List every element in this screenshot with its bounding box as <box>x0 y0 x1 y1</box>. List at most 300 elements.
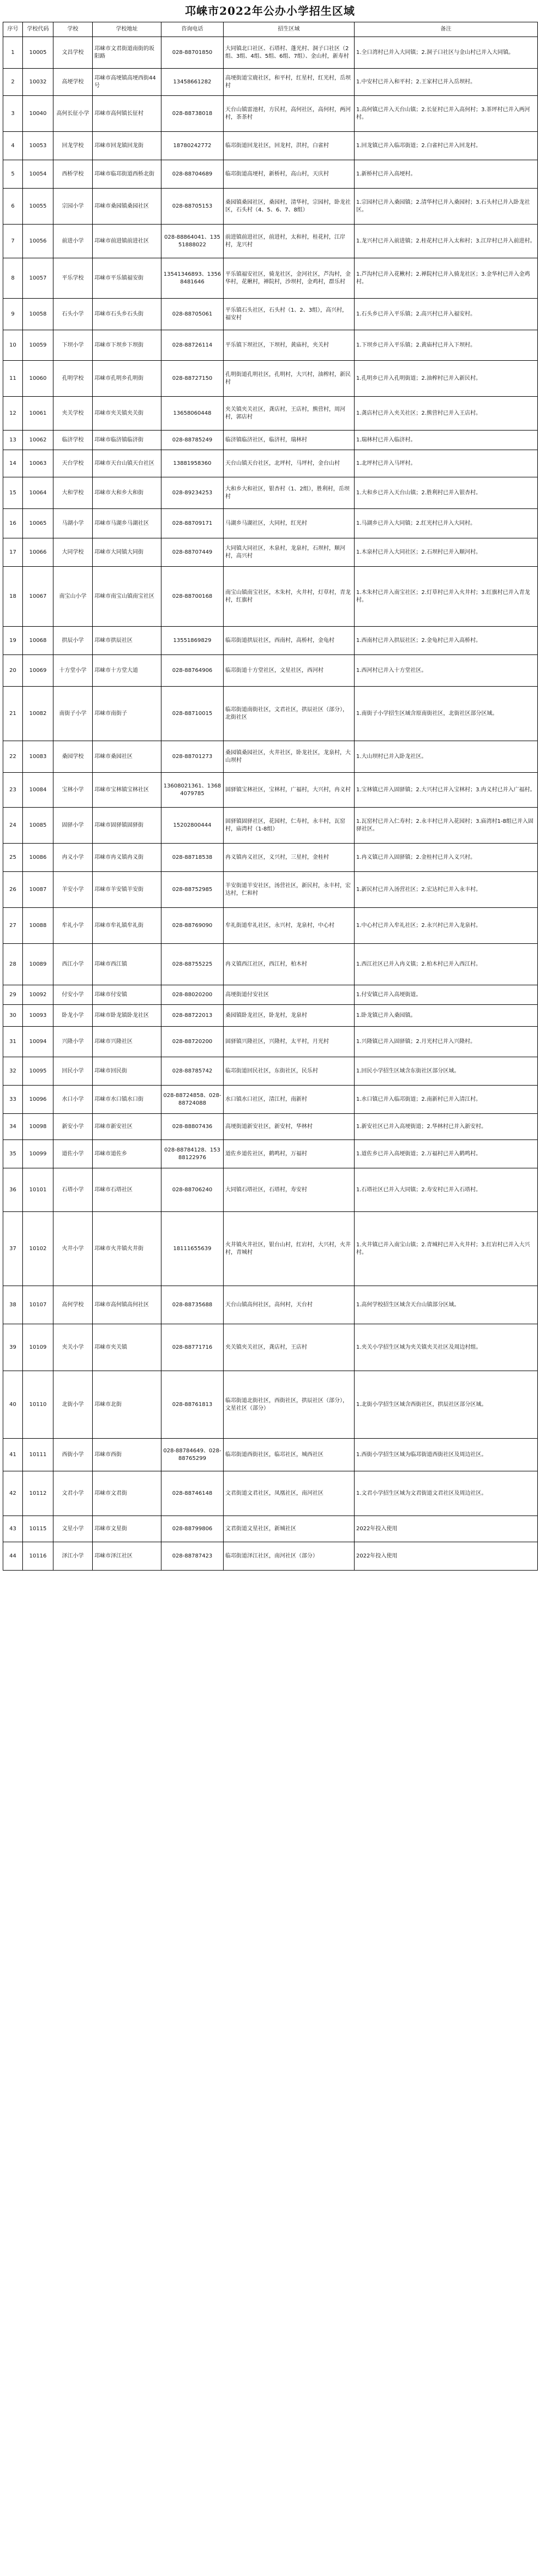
cell-address: 邛崃市平乐镇福安街 <box>93 258 161 299</box>
cell-note: 2022年投入使用 <box>355 1542 538 1571</box>
cell-area: 南宝山镇南宝社区，木朱村，火井村，灯草村，青龙村，红旗村 <box>224 567 355 627</box>
cell-code: 10098 <box>23 1114 53 1140</box>
cell-phone: 028-88784649、028-88765299 <box>161 1439 224 1471</box>
cell-code: 10005 <box>23 37 53 69</box>
cell-no: 35 <box>3 1140 23 1168</box>
cell-school: 孔明学校 <box>53 361 93 397</box>
cell-phone: 028-88701850 <box>161 37 224 69</box>
cell-no: 21 <box>3 687 23 741</box>
cell-school: 南宝山小学 <box>53 567 93 627</box>
cell-code: 10085 <box>23 808 53 844</box>
table-row <box>3 258 538 299</box>
cell-school: 夹关学校 <box>53 397 93 431</box>
cell-address: 邛崃市文君街 <box>93 1471 161 1516</box>
cell-note: 1.高何学校招生区域含天台山镇部分区域。 <box>355 1286 538 1324</box>
cell-address: 邛崃市回龙镇回龙街 <box>93 132 161 160</box>
cell-no: 5 <box>3 160 23 189</box>
cell-code: 10089 <box>23 944 53 985</box>
cell-no: 1 <box>3 37 23 69</box>
cell-note: 1.瓦窑村已并入仁寿村；2.永丰村已并入花园村；3.庙湾村1-8组已并入固驿社区。 <box>355 808 538 844</box>
cell-area: 火井镇火井社区，银台山村，红岩村，大兴村，火井村，青城村 <box>224 1212 355 1286</box>
cell-area: 天台山镇雷池村，方民村，高何社区，高何村，两河村，茶茶村 <box>224 96 355 132</box>
cell-address: 邛崃市夹关镇 <box>93 1324 161 1371</box>
cell-code: 10083 <box>23 741 53 773</box>
cell-school: 石头小学 <box>53 299 93 330</box>
cell-code: 10112 <box>23 1471 53 1516</box>
cell-code: 10095 <box>23 1057 53 1086</box>
table-row <box>3 509 538 538</box>
cell-phone: 028-88738018 <box>161 96 224 132</box>
cell-area: 大同镇大同社区，木泉村，龙泉村，石坝村，顺河村，高兴村 <box>224 538 355 567</box>
header-no: 序号 <box>3 22 23 37</box>
cell-code: 10101 <box>23 1168 53 1212</box>
cell-area: 高埂街道新安社区，新安村，华林村 <box>224 1114 355 1140</box>
cell-no: 6 <box>3 189 23 225</box>
header-note: 备注 <box>355 22 538 37</box>
cell-note: 1.孔明乡已并入孔明街道；2.油榨村已并入新民村。 <box>355 361 538 397</box>
cell-phone: 028-88705061 <box>161 299 224 330</box>
cell-note: 1.卧龙镇已并入桑园镇。 <box>355 1005 538 1027</box>
cell-note: 1.回龙镇已并入临邛街道；2.白雀村已并入回龙村。 <box>355 132 538 160</box>
cell-phone: 028-88764906 <box>161 655 224 687</box>
table-row <box>3 1168 538 1212</box>
cell-area: 桑园镇桑园社区，火井社区，卧龙社区，龙泉村，大山坝村 <box>224 741 355 773</box>
cell-phone: 028-88704689 <box>161 160 224 189</box>
cell-note: 1.石头乡已并入平乐镇；2.高兴村已并入福安村。 <box>355 299 538 330</box>
cell-address: 邛崃市孔明乡孔明街 <box>93 361 161 397</box>
cell-area: 文君街道文君社区，凤凰社区，南河社区 <box>224 1471 355 1516</box>
cell-area: 天台山镇高何社区，高何村，天台村 <box>224 1286 355 1324</box>
cell-code: 10065 <box>23 509 53 538</box>
cell-address: 邛崃市前进镇前进社区 <box>93 225 161 258</box>
cell-phone: 028-88722013 <box>161 1005 224 1027</box>
cell-school: 高何长征小学 <box>53 96 93 132</box>
table-row <box>3 96 538 132</box>
cell-code: 10086 <box>23 844 53 872</box>
cell-no: 43 <box>3 1516 23 1542</box>
cell-no: 2 <box>3 69 23 96</box>
cell-code: 10055 <box>23 189 53 225</box>
cell-no: 44 <box>3 1542 23 1571</box>
cell-no: 18 <box>3 567 23 627</box>
cell-no: 7 <box>3 225 23 258</box>
cell-school: 西街小学 <box>53 1439 93 1471</box>
cell-area: 临邛街道回龙社区，回龙村，洪村，白雀村 <box>224 132 355 160</box>
cell-address: 邛崃市高何镇长征村 <box>93 96 161 132</box>
table-row <box>3 808 538 844</box>
cell-address: 邛崃市道佐乡 <box>93 1140 161 1168</box>
cell-area: 固驿镇固驿社区，花园村，仁寿村，永丰村，瓦窑村，庙湾村（1-8组） <box>224 808 355 844</box>
cell-school: 宗园小学 <box>53 189 93 225</box>
cell-note: 1.付安镇已并入高埂街道。 <box>355 985 538 1005</box>
cell-note: 1.高何镇已并入天台山镇；2.长征村已并入高何村；3.茶坪村已并入两河村。 <box>355 96 538 132</box>
cell-note: 1.西南村已并入拱辰社区；2.金龟村已并入高桥村。 <box>355 627 538 655</box>
cell-note: 1.文君小学招生区域为文君街道文君社区及周边社区。 <box>355 1471 538 1516</box>
table-row <box>3 1212 538 1286</box>
cell-no: 30 <box>3 1005 23 1027</box>
cell-note: 1.北坪村已并入马坪村。 <box>355 450 538 477</box>
cell-area: 临邛街道高埂村，新桥村，高山村，天庆村 <box>224 160 355 189</box>
cell-no: 34 <box>3 1114 23 1140</box>
cell-no: 29 <box>3 985 23 1005</box>
cell-note: 1.西河村已并入十方堂社区。 <box>355 655 538 687</box>
cell-address: 邛崃市北街 <box>93 1371 161 1439</box>
table-row <box>3 1005 538 1027</box>
cell-phone: 028-88706240 <box>161 1168 224 1212</box>
cell-phone: 028-88720200 <box>161 1027 224 1057</box>
cell-school: 临济学校 <box>53 431 93 450</box>
cell-code: 10109 <box>23 1324 53 1371</box>
cell-phone: 13658060448 <box>161 397 224 431</box>
cell-no: 32 <box>3 1057 23 1086</box>
cell-address: 邛崃市临济镇临济街 <box>93 431 161 450</box>
cell-school: 道佐小学 <box>53 1140 93 1168</box>
cell-phone: 028-88787423 <box>161 1542 224 1571</box>
cell-code: 10111 <box>23 1439 53 1471</box>
cell-phone: 13551869829 <box>161 627 224 655</box>
cell-school: 付安小学 <box>53 985 93 1005</box>
cell-address: 邛崃市大同镇大同街 <box>93 538 161 567</box>
cell-code: 10107 <box>23 1286 53 1324</box>
cell-address: 邛崃市西江镇 <box>93 944 161 985</box>
cell-no: 23 <box>3 773 23 808</box>
cell-note: 1.大山坝村已并入卧龙社区。 <box>355 741 538 773</box>
cell-area: 临邛街道拱辰社区，西南村，高桥村，金龟村 <box>224 627 355 655</box>
cell-school: 固驿小学 <box>53 808 93 844</box>
table-row <box>3 1057 538 1086</box>
cell-area: 固驿镇兴隆社区，兴隆村，太平村，月光村 <box>224 1027 355 1057</box>
cell-school: 天台学校 <box>53 450 93 477</box>
cell-area: 夹关镇夹关社区，龚店村，王店村，熊营村，周河村，郭店村 <box>224 397 355 431</box>
cell-phone: 13458661282 <box>161 69 224 96</box>
cell-address: 邛崃市兴隆社区 <box>93 1027 161 1057</box>
cell-school: 西江小学 <box>53 944 93 985</box>
table-row <box>3 299 538 330</box>
cell-note: 1.龙兴村已并入前进镇；2.桂花村已并入太和村；3.江岸村已并入前进村。 <box>355 225 538 258</box>
cell-address: 邛崃市泽江社区 <box>93 1542 161 1571</box>
cell-phone: 13541346893、13568481646 <box>161 258 224 299</box>
cell-code: 10059 <box>23 330 53 361</box>
cell-school: 兴隆小学 <box>53 1027 93 1057</box>
cell-no: 14 <box>3 450 23 477</box>
cell-no: 20 <box>3 655 23 687</box>
cell-area: 大同镇石塔社区，石塔村，寿安村 <box>224 1168 355 1212</box>
cell-area: 临邛街道十方堂社区，文星社区，西河村 <box>224 655 355 687</box>
cell-no: 25 <box>3 844 23 872</box>
cell-phone: 15202800444 <box>161 808 224 844</box>
cell-address: 邛崃市拱辰社区 <box>93 627 161 655</box>
cell-note: 1.回民小学招生区域含东街社区部分区域。 <box>355 1057 538 1086</box>
cell-phone: 028-88752985 <box>161 872 224 908</box>
table-row <box>3 69 538 96</box>
table-row <box>3 1542 538 1571</box>
cell-area: 高埂街道付安社区 <box>224 985 355 1005</box>
cell-no: 4 <box>3 132 23 160</box>
cell-note: 1.龚店村已并入夹关社区；2.熊营村已并入王店村。 <box>355 397 538 431</box>
cell-area: 临邛街道泽江社区，南河社区（部分） <box>224 1542 355 1571</box>
cell-area: 文君街道文星社区，新城社区 <box>224 1516 355 1542</box>
cell-phone: 13881958360 <box>161 450 224 477</box>
cell-note: 1.石塔社区已并入大同镇；2.寿安村已并入石塔村。 <box>355 1168 538 1212</box>
cell-address: 邛崃市天台山镇天台社区 <box>93 450 161 477</box>
cell-area: 孔明街道孔明社区，孔明村，大兴村，油榨村，新民村 <box>224 361 355 397</box>
cell-no: 16 <box>3 509 23 538</box>
cell-code: 10066 <box>23 538 53 567</box>
cell-note: 2022年投入使用 <box>355 1516 538 1542</box>
cell-code: 10099 <box>23 1140 53 1168</box>
cell-no: 12 <box>3 397 23 431</box>
cell-phone: 028-88799806 <box>161 1516 224 1542</box>
cell-school: 马湖小学 <box>53 509 93 538</box>
cell-note: 1.马湖乡已并入大同镇；2.红光村已并入大同村。 <box>355 509 538 538</box>
header-phone: 咨询电话 <box>161 22 224 37</box>
table-row <box>3 1114 538 1140</box>
cell-school: 南街子小学 <box>53 687 93 741</box>
cell-area: 临济镇临济社区，临济村，瑞林村 <box>224 431 355 450</box>
cell-school: 拱辰小学 <box>53 627 93 655</box>
table-row <box>3 944 538 985</box>
table-row <box>3 567 538 627</box>
cell-code: 10056 <box>23 225 53 258</box>
cell-area: 羊安街道羊安社区，汤营社区，新民村，永丰村，宏达村，仁和村 <box>224 872 355 908</box>
table-row <box>3 872 538 908</box>
cell-code: 10054 <box>23 160 53 189</box>
cell-address: 邛崃市下坝乡下坝街 <box>93 330 161 361</box>
cell-note: 1.瑞林村已并入临济村。 <box>355 431 538 450</box>
cell-phone: 028-88724858、028-88724088 <box>161 1086 224 1114</box>
cell-no: 27 <box>3 908 23 944</box>
cell-area: 临邛街道南街社区，文君社区，拱辰社区（部分），北街社区 <box>224 687 355 741</box>
cell-no: 26 <box>3 872 23 908</box>
cell-address: 邛崃市石塔社区 <box>93 1168 161 1212</box>
cell-phone: 028-88769090 <box>161 908 224 944</box>
cell-note: 1.全口湾村已并入大同镇；2.洞子口社区与金山村已并入大同镇。 <box>355 37 538 69</box>
cell-note: 1.木泉村已并入大同社区；2.石坝村已并入顺河村。 <box>355 538 538 567</box>
cell-address: 邛崃市宝林镇宝林社区 <box>93 773 161 808</box>
cell-school: 水口小学 <box>53 1086 93 1114</box>
cell-phone: 028-88807436 <box>161 1114 224 1140</box>
cell-no: 31 <box>3 1027 23 1057</box>
cell-phone: 028-88746148 <box>161 1471 224 1516</box>
cell-school: 石塔小学 <box>53 1168 93 1212</box>
table-row <box>3 741 538 773</box>
cell-note: 1.宗园村已并入桑园镇；2.清华村已并入桑园村；3.石头村已并入卧龙社区。 <box>355 189 538 225</box>
cell-address: 邛崃市水口镇水口街 <box>93 1086 161 1114</box>
cell-area: 大同镇北口社区、石塔村、蓬光村、洞子口社区（2组、3组、4组、5组、6组、7组）、金山村，新寿村 <box>224 37 355 69</box>
cell-address: 邛崃市桑园社区 <box>93 741 161 773</box>
cell-phone: 18780242772 <box>161 132 224 160</box>
cell-note: 1.新桥村已并入高埂村。 <box>355 160 538 189</box>
cell-note: 1.宝林镇已并入固驿镇；2.大兴村已并入宝林村；3.冉义村已并入广福村。 <box>355 773 538 808</box>
cell-address: 邛崃市高埂镇高埂西街44号 <box>93 69 161 96</box>
cell-area: 大和乡大和社区，银杏村（1、2组），胜利村，岳坝村 <box>224 477 355 509</box>
cell-school: 北街小学 <box>53 1371 93 1439</box>
cell-phone: 028-88864041、13551888022 <box>161 225 224 258</box>
cell-note: 1.水口镇已并入临邛街道；2.南新村已并入清江村。 <box>355 1086 538 1114</box>
table-header-row <box>3 22 538 37</box>
table-row <box>3 160 538 189</box>
cell-note: 1.新民村已并入汤营社区；2.宏达村已并入永丰村。 <box>355 872 538 908</box>
cell-code: 10102 <box>23 1212 53 1286</box>
cell-school: 十方堂小学 <box>53 655 93 687</box>
cell-phone: 028-88707449 <box>161 538 224 567</box>
cell-area: 桑园镇卧龙社区，卧龙村，龙泉村 <box>224 1005 355 1027</box>
cell-school: 平乐学校 <box>53 258 93 299</box>
cell-area: 临邛街道西街社区，临邛社区，城西社区 <box>224 1439 355 1471</box>
cell-phone: 028-88785742 <box>161 1057 224 1086</box>
table-row <box>3 908 538 944</box>
cell-phone: 028-88771716 <box>161 1324 224 1371</box>
cell-no: 33 <box>3 1086 23 1114</box>
cell-school: 泽江小学 <box>53 1542 93 1571</box>
cell-note: 1.木朱村已并入南宝社区；2.灯草村已并入火井村；3.红旗村已并入青龙村。 <box>355 567 538 627</box>
cell-school: 牟礼小学 <box>53 908 93 944</box>
cell-address: 邛崃市马湖乡马湖社区 <box>93 509 161 538</box>
cell-school: 文君小学 <box>53 1471 93 1516</box>
table-row <box>3 431 538 450</box>
cell-code: 10064 <box>23 477 53 509</box>
cell-school: 高埂学校 <box>53 69 93 96</box>
table-row <box>3 538 538 567</box>
cell-no: 24 <box>3 808 23 844</box>
cell-code: 10115 <box>23 1516 53 1542</box>
table-row <box>3 1324 538 1371</box>
header-school: 学校 <box>53 22 93 37</box>
cell-area: 冉义镇冉义社区，义兴村，三星村，金桂村 <box>224 844 355 872</box>
cell-note: 1.西江社区已并入冉义镇；2.柏木村已并入西江村。 <box>355 944 538 985</box>
cell-phone: 028-88726114 <box>161 330 224 361</box>
cell-phone: 028-88020200 <box>161 985 224 1005</box>
cell-phone: 18111655639 <box>161 1212 224 1286</box>
cell-phone: 028-88709171 <box>161 509 224 538</box>
table-row <box>3 1286 538 1324</box>
cell-note: 1.大和乡已并入天台山镇；2.胜利村已并入银杏村。 <box>355 477 538 509</box>
cell-address: 邛崃市西街 <box>93 1439 161 1471</box>
cell-school: 火井小学 <box>53 1212 93 1286</box>
cell-school: 夹关小学 <box>53 1324 93 1371</box>
cell-no: 17 <box>3 538 23 567</box>
cell-no: 3 <box>3 96 23 132</box>
cell-note: 1.道佐乡已并入高埂街道；2.万福村已并入鹤鸣村。 <box>355 1140 538 1168</box>
cell-school: 前进小学 <box>53 225 93 258</box>
cell-no: 40 <box>3 1371 23 1439</box>
table-row <box>3 1516 538 1542</box>
table-row <box>3 450 538 477</box>
cell-code: 10069 <box>23 655 53 687</box>
cell-school: 文星小学 <box>53 1516 93 1542</box>
table-row <box>3 1439 538 1471</box>
table-row <box>3 1086 538 1114</box>
cell-phone: 028-88784128、15388122976 <box>161 1140 224 1168</box>
cell-code: 10068 <box>23 627 53 655</box>
cell-code: 10084 <box>23 773 53 808</box>
cell-address: 邛崃市冉义镇冉义街 <box>93 844 161 872</box>
cell-address: 邛崃市高何镇高何社区 <box>93 1286 161 1324</box>
cell-code: 10093 <box>23 1005 53 1027</box>
table-row <box>3 687 538 741</box>
table-row <box>3 844 538 872</box>
cell-no: 11 <box>3 361 23 397</box>
cell-address: 邛崃市桑园镇桑园社区 <box>93 189 161 225</box>
table-row <box>3 773 538 808</box>
cell-no: 9 <box>3 299 23 330</box>
cell-area: 平乐镇下坝社区，下坝村，黄庙村，夹关村 <box>224 330 355 361</box>
cell-area: 桑园镇桑园社区，桑园村，清华村，宗园村，卧龙社区，石头村（4、5、6、7、8组） <box>224 189 355 225</box>
cell-school: 大同学校 <box>53 538 93 567</box>
cell-area: 水口镇水口社区，清江村，南新村 <box>224 1086 355 1114</box>
cell-address: 邛崃市固驿镇固驿街 <box>93 808 161 844</box>
cell-phone: 028-88701273 <box>161 741 224 773</box>
cell-address: 邛崃市临邛街道西桥北街 <box>93 160 161 189</box>
cell-address: 邛崃市羊安镇羊安街 <box>93 872 161 908</box>
cell-note: 1.兴隆镇已并入固驿镇；2.月光村已并入兴隆村。 <box>355 1027 538 1057</box>
cell-address: 邛崃市夹关镇夹关街 <box>93 397 161 431</box>
cell-area: 道佐乡道佐社区，鹤鸣村，万福村 <box>224 1140 355 1168</box>
cell-school: 桑园学校 <box>53 741 93 773</box>
table-row <box>3 37 538 69</box>
header-address: 学校地址 <box>93 22 161 37</box>
enrollment-table <box>3 22 538 1571</box>
table-row <box>3 225 538 258</box>
cell-area: 马湖乡马湖社区，大同村，红光村 <box>224 509 355 538</box>
cell-note: 1.新安社区已并入高埂街道；2.华林村已并入新安村。 <box>355 1114 538 1140</box>
cell-school: 羊安小学 <box>53 872 93 908</box>
cell-phone: 028-89234253 <box>161 477 224 509</box>
cell-note: 1.夹关小学招生区域为夹关镇夹关社区及周边村组。 <box>355 1324 538 1371</box>
cell-note: 1.北街小学招生区域含西街社区，拱辰社区部分区域。 <box>355 1371 538 1439</box>
cell-address: 邛崃市付安镇 <box>93 985 161 1005</box>
cell-area: 夹关镇夹关社区，龚店村，王店村 <box>224 1324 355 1371</box>
cell-no: 38 <box>3 1286 23 1324</box>
cell-school: 高何学校 <box>53 1286 93 1324</box>
document-title: 邛崃市2022年公办小学招生区域 <box>185 4 355 17</box>
cell-code: 10040 <box>23 96 53 132</box>
cell-no: 37 <box>3 1212 23 1286</box>
cell-school: 大和学校 <box>53 477 93 509</box>
cell-address: 邛崃市牟礼镇牟礼街 <box>93 908 161 944</box>
cell-area: 高埂街道宝鹿社区，和平村，红星村，红光村，岳坝村 <box>224 69 355 96</box>
cell-note: 1.冉义镇已并入固驿镇；2.金桂村已并入义兴村。 <box>355 844 538 872</box>
cell-code: 10057 <box>23 258 53 299</box>
cell-address: 邛崃市文君街道南街的坂阳路 <box>93 37 161 69</box>
cell-area: 牟礼街道牟礼社区，永兴村，龙泉村，中心村 <box>224 908 355 944</box>
cell-note: 1.芦沟村已并入花楸村；2.禅院村已并入骑龙社区；3.金华村已并入金鸡村。 <box>355 258 538 299</box>
cell-no: 41 <box>3 1439 23 1471</box>
cell-no: 42 <box>3 1471 23 1516</box>
table-row <box>3 330 538 361</box>
cell-code: 10094 <box>23 1027 53 1057</box>
cell-address: 邛崃市新安社区 <box>93 1114 161 1140</box>
cell-phone: 028-88761813 <box>161 1371 224 1439</box>
cell-phone: 028-88705153 <box>161 189 224 225</box>
cell-no: 8 <box>3 258 23 299</box>
cell-code: 10110 <box>23 1371 53 1439</box>
cell-area: 平乐镇石头社区，石头村（1、2、3组），高兴村，福安村 <box>224 299 355 330</box>
cell-area: 冉义镇西江社区，西江村，柏木村 <box>224 944 355 985</box>
cell-note: 1.火井镇已并入南宝山镇；2.青城村已并入火井村；3.红岩村已并入大兴村。 <box>355 1212 538 1286</box>
cell-address: 邛崃市卧龙镇卧龙社区 <box>93 1005 161 1027</box>
cell-phone: 028-88727150 <box>161 361 224 397</box>
cell-note: 1.中安村已并入和平村；2.王家村已并入岳坝村。 <box>355 69 538 96</box>
cell-address: 邛崃市回民街 <box>93 1057 161 1086</box>
cell-phone: 028-88700168 <box>161 567 224 627</box>
cell-code: 10088 <box>23 908 53 944</box>
cell-school: 西桥学校 <box>53 160 93 189</box>
cell-code: 10060 <box>23 361 53 397</box>
cell-school: 回龙学校 <box>53 132 93 160</box>
cell-no: 13 <box>3 431 23 450</box>
cell-address: 邛崃市南街子 <box>93 687 161 741</box>
